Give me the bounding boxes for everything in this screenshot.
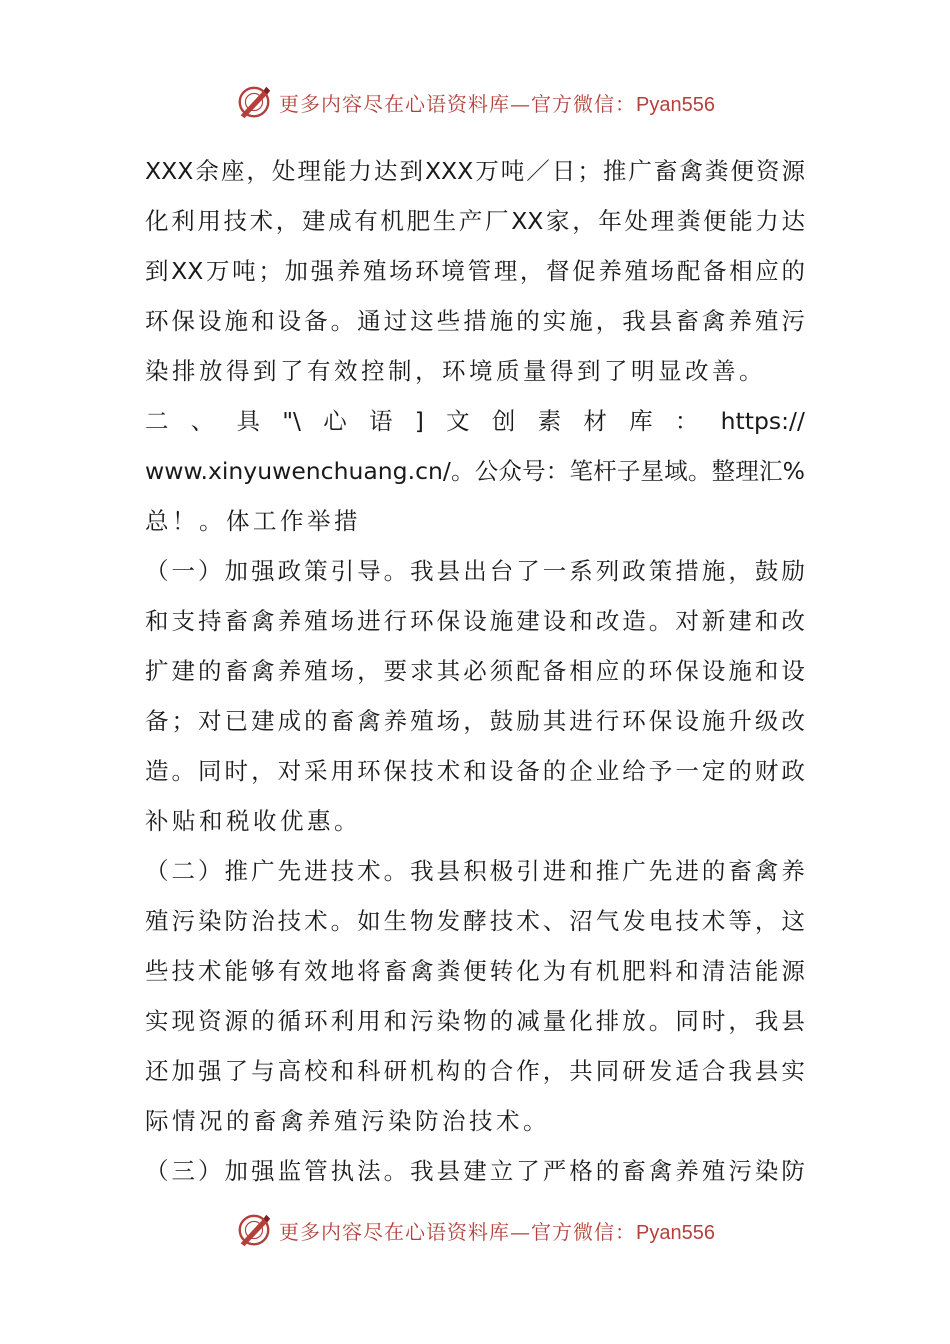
text-line: 二 、 具 "\ 心 语 ] 文 创 素 材 库 ： https://	[145, 407, 805, 435]
footer-banner-wechat-id: Pyan556	[636, 1221, 715, 1244]
text-line: 实 现 资 源 的 循 环 利 用 和 污 染 物 的 减 量 化 排 放 。 同 时 ， 我 县	[145, 1007, 805, 1035]
pen-logo-icon	[235, 83, 273, 121]
text-line: 还 加 强 了 与 高 校 和 科 研 机 构 的 合 作 ， 共 同 研 发 适 合 我 县 实	[145, 1057, 805, 1085]
text-line: 环 保 设 施 和 设 备 。 通 过 这 些 措 施 的 实 施 ， 我 县 畜 禽 养 殖 污	[145, 307, 805, 335]
text-line: 造 。 同 时 ， 对 采 用 环 保 技 术 和 设 备 的 企 业 给 予 一 定 的 财 政	[145, 757, 805, 785]
document-body	[145, 146, 805, 1196]
footer-banner-title: 更多内容尽在心语资料库—官方微信：	[279, 1219, 637, 1244]
header-banner-title: 更多内容尽在心语资料库—官方微信：	[279, 91, 637, 116]
text-line: （ 一 ） 加 强 政 策 引 导 。 我 县 出 台 了 一 系 列 政 策 措 施 ， 鼓 励	[145, 557, 805, 585]
text-line: 备 ； 对 已 建 成 的 畜 禽 养 殖 场 ， 鼓 励 其 进 行 环 保 设 施 升 级 改	[145, 707, 805, 735]
text-line: 殖 污 染 防 治 技 术 。 如 生 物 发 酵 技 术 、 沼 气 发 电 技 术 等 ， 这	[145, 907, 805, 935]
text-line: 些 技 术 能 够 有 效 地 将 畜 禽 粪 便 转 化 为 有 机 肥 料 和 清 洁 能 源	[145, 957, 805, 985]
text-line: 总 ！ 。 体 工 作 举 措	[145, 507, 358, 535]
text-line: 际 情 况 的 畜 禽 养 殖 污 染 防 治 技 术 。	[145, 1107, 547, 1135]
text-line: （ 三 ） 加 强 监 管 执 法 。 我 县 建 立 了 严 格 的 畜 禽 养 殖 污 染 防	[145, 1157, 805, 1185]
pen-logo-icon	[235, 1211, 273, 1249]
text-line: 染 排 放 得 到 了 有 效 控 制 ， 环 境 质 量 得 到 了 明 显 改 善 。	[145, 357, 763, 385]
text-line: www.xinyuwenchuang.cn/ 。 公 众 号 ： 笔 杆 子 星 域 。 整 理 汇 %	[145, 457, 805, 485]
text-line: XXX 余 座 ， 处 理 能 力 达 到 XXX 万 吨 ／ 日 ； 推 广 畜 禽 粪 便 资 源	[145, 157, 805, 185]
text-line: 扩 建 的 畜 禽 养 殖 场 ， 要 求 其 必 须 配 备 相 应 的 环 保 设 施 和 设	[145, 657, 805, 685]
header-banner-wechat-id: Pyan556	[636, 93, 715, 116]
footer-banner	[0, 1208, 950, 1252]
header-banner	[0, 80, 950, 124]
text-line: 补 贴 和 税 收 优 惠 。	[145, 807, 358, 835]
header-banner-text	[279, 88, 715, 117]
footer-banner-text	[279, 1216, 715, 1245]
text-line: 到 XX 万 吨 ； 加 强 养 殖 场 环 境 管 理 ， 督 促 养 殖 场 配 备 相 应 的	[145, 257, 805, 285]
text-line: 化 利 用 技 术 ， 建 成 有 机 肥 生 产 厂 XX 家 ， 年 处 理 粪 便 能 力 达	[145, 207, 805, 235]
text-line: 和 支 持 畜 禽 养 殖 场 进 行 环 保 设 施 建 设 和 改 造 。 对 新 建 和 改	[145, 607, 805, 635]
text-line: （ 二 ） 推 广 先 进 技 术 。 我 县 积 极 引 进 和 推 广 先 进 的 畜 禽 养	[145, 857, 805, 885]
